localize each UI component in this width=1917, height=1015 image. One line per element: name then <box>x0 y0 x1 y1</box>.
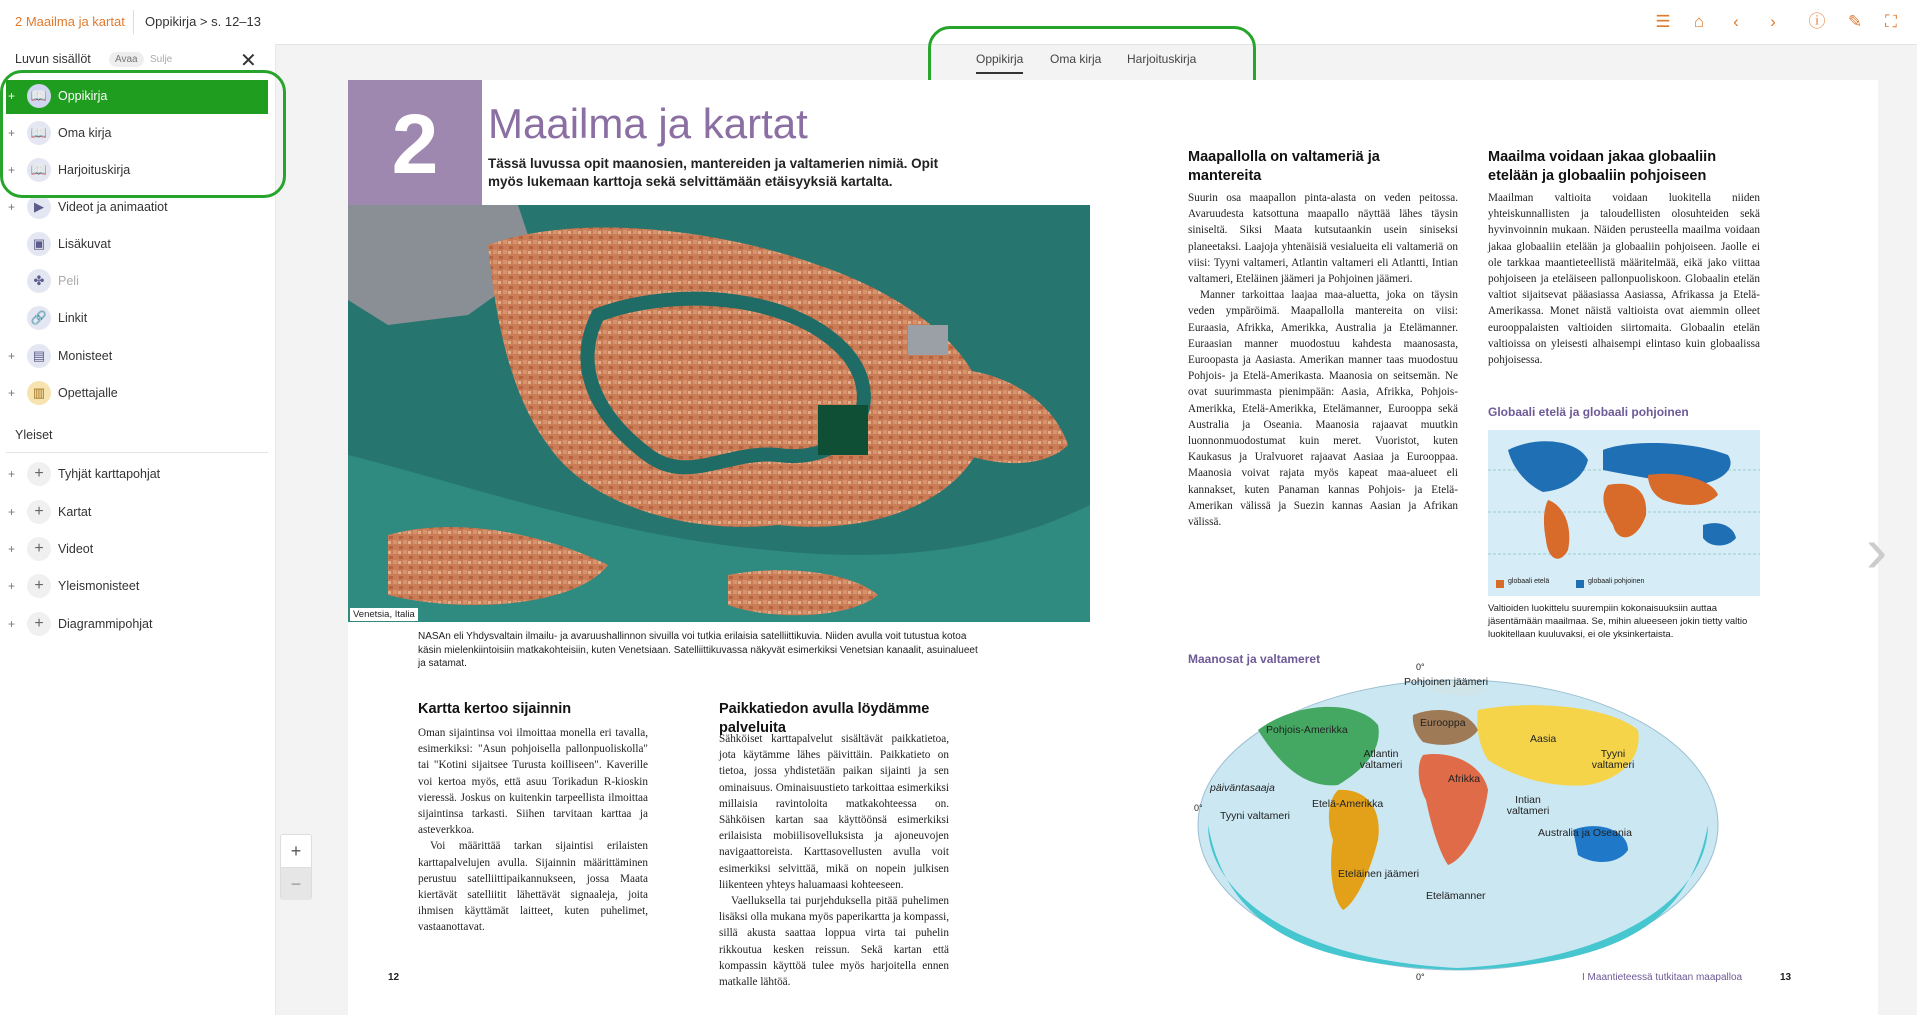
teacher-icon: ▥ <box>27 381 51 405</box>
heading-maapallo: Maapallolla on valtameriä ja mantereita <box>1188 149 1380 184</box>
heading-paikkatieto: Paikkatiedon avulla löydämme palveluita <box>719 701 930 736</box>
expand-icon[interactable]: + <box>8 126 16 140</box>
paragraph: Vaelluksella tai purjehduksella pitää puhelimen lisäksi olla mukana myös paperikartta ja kompassi, sillä akusta saattaa loppua virta tai puhelin rikkoutua kesken reissun. Sekä kartan että kompassin käyttöä tulee myös harjoitella ennen matkalle lähtöä. <box>719 895 949 989</box>
footer-title: I Maantieteessä tutkitaan maapalloa <box>1582 972 1743 983</box>
sidebar-item-videot-yleiset[interactable] <box>6 533 268 567</box>
expand-icon[interactable]: + <box>8 89 16 103</box>
map-label-afrikka: Afrikka <box>1448 773 1481 785</box>
sidebar-item-kartat[interactable] <box>6 496 268 530</box>
sidebar-item-label: Oma kirja <box>58 126 112 140</box>
venice-satellite-photo <box>348 205 1090 622</box>
globaali-map-caption: Valtioiden luokittelu suurempiin kokonaisuuksiin auttaa jäsentämään maailmaa. Se, mihin alueeseen jokin tietty valtio luokitellaan kuuluvaksi, ei ole yksinkertaista. <box>1488 603 1748 640</box>
expand-icon[interactable]: + <box>8 386 16 400</box>
legend-swatch-south <box>1496 580 1504 588</box>
expand-icon[interactable]: + <box>8 200 16 214</box>
world-map-title: Maanosat ja valtameret <box>1188 652 1321 666</box>
paragraph: Manner tarkoittaa laajaa maa-aluetta, joka on täysin veden ympäröimä. Maapallolla mantereita on viisi: Euraasia, Afrikka, Amerikka, Australia ja Etelämanner. Euraasian manner muodostuu kahdesta maanosasta, Euroopasta ja Aasiasta. Amerikan manner taas muodostuu Pohjois- ja Etelä-Amerikasta. Maanosia on seitsemän. Ne ovat suurimmasta pienimpään: Aasia, Afrikka, Pohjois-Amerikka, Etelä-Amerikka, Etelämanner, Eurooppa sekä Australia ja Oseania. Maanosia rajaavat muutkin luonnonmuodostumat kuin meret. Vuoristot, kuten Kaukasus ja Uralvuoret rajaavat Aasiaa ja Eurooppaa. Maanosia voivat rajata myös kapeat maa-alueet eli kannakset, kuten Panaman kannas Pohjois- ja Etelä-Amerikan välissä ja Suezin kannas Aasian ja Afrikan välissä. <box>1188 289 1458 529</box>
photo-label: Venetsia, Italia <box>350 608 418 621</box>
puzzle-icon: ✤ <box>27 269 51 293</box>
intro-bold: Tässä luvussa opit <box>488 156 609 171</box>
expand-icon[interactable]: + <box>8 349 16 363</box>
map-label-zero-top: 0° <box>1416 662 1425 672</box>
legend-north: globaali pohjoinen <box>1588 578 1645 585</box>
column-kartta <box>418 725 648 936</box>
plus-circle-icon: + <box>27 500 51 524</box>
sidebar-item-label: Kartat <box>58 505 92 519</box>
map-label-tyyni-right: Tyyni valtameri <box>1591 748 1635 771</box>
chevron-right-icon[interactable]: › <box>1770 12 1776 31</box>
sidebar-item-tyhjat-karttapohjat[interactable] <box>6 458 268 492</box>
zoom-in-button[interactable]: + <box>290 841 302 861</box>
sidebar-item-label: Oppikirja <box>58 89 108 103</box>
chapter-title: Maailma ja kartat <box>488 100 808 147</box>
expand-icon[interactable]: + <box>8 467 16 481</box>
image-icon: ▣ <box>27 232 51 256</box>
tab-oppikirja[interactable]: Oppikirja <box>976 52 1023 74</box>
paragraph: Suurin osa maapallon pinta-alasta on veden peitossa. Avaruudesta katsottuna maapallo näyttää lähes täysin siniseltä. Siksi Maata kutsutaankin usein siniseksi planeetaksi. Laajoja yhtenäisiä vesialueita eli valtameriä on viisi: Tyyni valtameri, Atlantin valtameri eli Atlantti, Intian valtameri, Eteläinen jäämeri ja Pohjoinen jäämeri. <box>1188 192 1458 286</box>
legend-swatch-north <box>1576 580 1584 588</box>
book-icon: 📖 <box>27 84 51 108</box>
fullscreen-icon[interactable]: ⛶ <box>1885 12 1897 31</box>
plus-circle-icon: + <box>27 462 51 486</box>
photo-caption: NASAn eli Yhdysvaltain ilmailu- ja avaruushallinnon sivuilla voi tutkia erilaisia satelliittikuvia. Niiden avulla voit tutustua kotoa käsin mielenkiintoisiin matkakohteisiin, kuten Venetsiaan. Satelliittikuvassa näkyvät esimerkiksi Venetsian kanaalit, asuinalueet ja satamat. <box>418 631 978 669</box>
plus-circle-icon: + <box>27 612 51 636</box>
video-icon: ▶ <box>27 195 51 219</box>
map-label-pohjoinen-jaameri: Pohjoinen jäämeri <box>1404 676 1489 688</box>
sidebar-item-linkit[interactable] <box>6 302 268 336</box>
map-label-etelamanner: Etelämanner <box>1426 890 1486 902</box>
paragraph: Voi määrittää tarkan sijaintisi erilaisten karttapalvelujen avulla. Sijainnin määrittäminen perustuu satelliittipaikannukseen, jossa Maata kiertävät satelliitit lähettävät signaaleja, joita ihmisen käyttämät laitteet, kuten puhelimet, vastaanottavat. <box>418 840 648 934</box>
chapter-number: 2 <box>348 80 482 209</box>
sidebar-item-label: Videot <box>58 542 94 556</box>
zoom-control <box>280 834 312 900</box>
sidebar-item-label: Harjoituskirja <box>58 163 131 177</box>
sidebar-item-diagrammipohjat[interactable] <box>6 608 268 642</box>
column-maapallo <box>1188 190 1458 530</box>
sidebar-item-opettajalle[interactable] <box>6 377 268 411</box>
heading-kartta: Kartta kertoo sijainnin <box>418 701 572 717</box>
expand-icon[interactable]: + <box>8 505 16 519</box>
paragraph: Maailman valtioita voidaan luokitella niiden yhteiskunnallisten ja taloudellisten olosuhteiden sekä hyvinvoinnin mukaan. Näiden perusteella maailma voidaan jakaa globaaliin etelään ja globaaliin pohjoiseen. Jaolle ei ole tarkkaa maantieteellistä määritelmää, eikä jako viittaa pohjoiseen ja eteläiseen pallonpuoliskoon. Globaalin etelän valtiot sijaitsevat pääasiassa Aasiassa, Afrikassa ja Etelä-Amerikassa. Monet näistä valtioista ovat aiemmin olleet eurooppalaisten valtioiden siirtomaita. Globaalin etelän valtioissa on yleisesti alhaisempi elintaso kuin globaalissa pohjoisessa. <box>1488 192 1760 367</box>
sidebar-item-oma-kirja[interactable] <box>6 117 268 151</box>
sidebar-item-label: Yleismonisteet <box>58 579 140 593</box>
sidebar-item-label: Linkit <box>58 311 88 325</box>
list-icon[interactable]: ☰ <box>1655 12 1671 31</box>
map-label-paivantasaaja: päiväntasaaja <box>1210 782 1275 794</box>
tab-harjoituskirja[interactable]: Harjoituskirja <box>1127 52 1197 66</box>
map-label-australia: Australia ja Oseania <box>1538 827 1632 839</box>
globaali-map-title: Globaali etelä ja globaali pohjoinen <box>1488 405 1689 419</box>
breadcrumb-divider <box>133 10 134 34</box>
sidebar-item-peli[interactable] <box>6 265 268 299</box>
expand-all-button[interactable]: Avaa <box>109 52 144 67</box>
plus-circle-icon: + <box>27 574 51 598</box>
map-label-pohjois-amerikka: Pohjois-Amerikka <box>1266 724 1348 736</box>
tab-oma-kirja[interactable]: Oma kirja <box>1050 52 1102 66</box>
sidebar-item-label: Peli <box>58 274 79 288</box>
chapter-intro <box>488 155 968 191</box>
sidebar-item-yleismonisteet[interactable] <box>6 570 268 604</box>
info-icon[interactable]: ⓘ <box>1808 12 1826 31</box>
paragraph: Sähköiset karttapalvelut sisältävät paikkatietoa, jota käytämme lähes päivittäin. Paikkatieto on tietoa, jossa yhdistetään paikan sijainti ja sen ominaisuus. Ominaisuustieto tarkoittaa esimerkiksi millaisia ravintoloita matkakohteessa on. Sähköisen kartan saa käyttöönsä esimerkiksi erilaisista mobiilisovelluksista ja ajoneuvojen navigaattoreista. Karttasovellusten avulla voit esimerkiksi selvittää, mikä on nopein julkisen liikenteen yhteys haluamaasi kohteeseen. <box>719 733 949 891</box>
heading-globaali: Maailma voidaan jakaa globaaliin etelään ja globaaliin pohjoiseen <box>1488 149 1717 184</box>
map-label-tyyni-left: Tyyni valtameri <box>1220 810 1291 822</box>
expand-icon[interactable]: + <box>8 617 16 631</box>
chevron-left-icon[interactable]: ‹ <box>1733 12 1739 31</box>
book-icon: 📖 <box>27 158 51 182</box>
sidebar-item-label: Diagrammipohjat <box>58 617 153 631</box>
book-spread <box>348 80 1878 1015</box>
expand-icon[interactable]: + <box>8 579 16 593</box>
expand-icon[interactable]: + <box>8 542 16 556</box>
legend-south: globaali etelä <box>1508 578 1550 585</box>
next-page-chevron-icon[interactable]: › <box>1866 514 1888 586</box>
page-number-right: 13 <box>1780 972 1792 983</box>
divider <box>6 452 268 453</box>
map-label-etela-amerikka: Etelä-Amerikka <box>1312 798 1384 810</box>
sidebar-section-yleiset: Yleiset <box>15 428 53 442</box>
link-icon: 🔗 <box>27 306 51 330</box>
sidebar-item-harjoituskirja[interactable] <box>6 154 268 188</box>
world-map <box>1188 662 1728 982</box>
column-paikkatieto <box>719 731 949 990</box>
sidebar-item-label: Lisäkuvat <box>58 237 111 251</box>
map-label-atlantti: Atlantin valtameri <box>1359 748 1403 771</box>
sidebar-item-monisteet[interactable] <box>6 340 268 374</box>
pencil-icon[interactable]: ✎ <box>1847 12 1863 31</box>
globaali-map <box>1488 430 1760 596</box>
collapse-all-button[interactable]: Sulje <box>150 54 173 65</box>
book-icon: 📖 <box>27 121 51 145</box>
sidebar-item-oppikirja[interactable] <box>6 80 268 114</box>
sidebar-title: Luvun sisällöt <box>15 52 91 66</box>
sidebar-item-videot[interactable] <box>6 191 268 225</box>
sidebar-item-label: Videot ja animaatiot <box>58 200 168 214</box>
close-sidebar-icon[interactable]: ✕ <box>240 50 257 72</box>
map-label-zero-bottom: 0° <box>1416 972 1425 982</box>
map-label-intian-valtameri: Intian valtameri <box>1506 794 1550 817</box>
top-bar <box>0 0 1917 45</box>
sidebar-item-label: Opettajalle <box>58 386 118 400</box>
paragraph: Oman sijaintinsa voi ilmoittaa monella eri tavalla, esimerkiksi: "Asun pohjoisella pallonpuoliskolla" tai "Kotini sijaitsee Turusta koilliseen". Kaverille voi kertoa myös, että asuu Torikadun R-kioskin vieressä. Joskus on kuitenkin tarpeellista ilmoittaa sijaintinsa tarkasti. Siihen tarvitaan karttaa ja asteverkkoa. <box>418 727 648 837</box>
document-icon: ▤ <box>27 344 51 368</box>
home-icon[interactable]: ⌂ <box>1693 12 1705 31</box>
map-label-aasia: Aasia <box>1530 733 1557 745</box>
plus-circle-icon: + <box>27 537 51 561</box>
sidebar <box>0 44 276 1015</box>
breadcrumb-location[interactable]: Oppikirja > s. 12–13 <box>145 14 261 29</box>
intro-rest: maanosien, mantereiden ja valtamerien nimiä. Opit myös lukemaan karttoja sekä selvittämään etäisyyksiä kartalta. <box>488 156 939 189</box>
page-number-left: 12 <box>388 972 400 983</box>
breadcrumb-chapter[interactable]: 2 Maailma ja kartat <box>15 14 125 29</box>
map-label-eurooppa: Eurooppa <box>1420 717 1466 729</box>
sidebar-item-label: Tyhjät karttapohjat <box>58 467 161 481</box>
column-globaali <box>1488 190 1760 368</box>
zoom-out-button[interactable]: − <box>281 867 311 900</box>
sidebar-item-lisakuvat[interactable] <box>6 228 268 262</box>
map-label-etelainen-jaameri: Eteläinen jäämeri <box>1338 868 1420 880</box>
sidebar-item-label: Monisteet <box>58 349 113 363</box>
map-label-zero-left: 0° <box>1194 803 1203 813</box>
expand-icon[interactable]: + <box>8 163 16 177</box>
